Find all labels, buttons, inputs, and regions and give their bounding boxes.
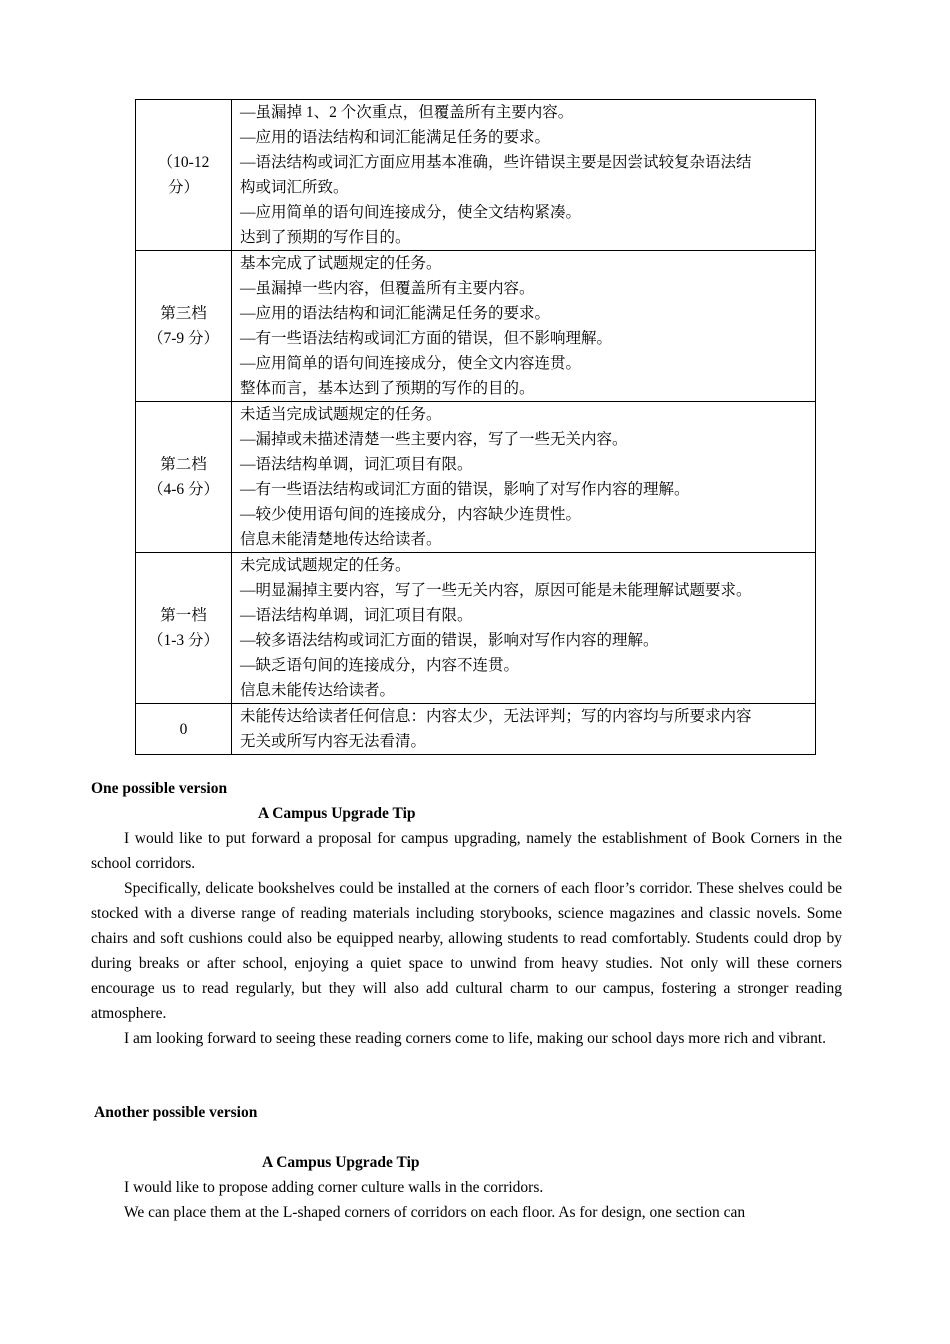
version-two-heading: Another possible version bbox=[94, 1104, 258, 1121]
version-one-heading: One possible version bbox=[91, 780, 228, 797]
rubric-description-line: 未完成试题规定的任务。 bbox=[240, 557, 411, 574]
rubric-description-line: 无关或所写内容无法看清。 bbox=[240, 733, 427, 750]
version-one-section bbox=[91, 776, 842, 1051]
rubric-description-line: 达到了预期的写作目的。 bbox=[240, 229, 411, 246]
rubric-description-line: 信息未能传达给读者。 bbox=[240, 682, 396, 699]
version-two-paragraph-2: We can place them at the L-shaped corners of corridors on each floor. As for design, one section can bbox=[124, 1204, 746, 1221]
rubric-grade-text: 第三档 bbox=[160, 305, 207, 322]
version-one-paragraph-1: I would like to put forward a proposal for campus upgrading, namely the establishment of Book Corners in the school corridors. bbox=[91, 830, 842, 872]
rubric-description-line: —虽漏掉 1、2 个次重点，但覆盖所有主要内容。 bbox=[240, 104, 574, 121]
rubric-grade-cell bbox=[136, 704, 232, 755]
rubric-description-line: —有一些语法结构或词汇方面的错误，影响了对写作内容的理解。 bbox=[240, 481, 690, 498]
rubric-description-line: 整体而言，基本达到了预期的写作的目的。 bbox=[240, 380, 535, 397]
rubric-grade-cell bbox=[136, 553, 232, 704]
rubric-description-line: —语法结构单调，词汇项目有限。 bbox=[240, 607, 473, 624]
version-two-paragraph-1: I would like to propose adding corner culture walls in the corridors. bbox=[124, 1179, 544, 1196]
rubric-grade-cell bbox=[136, 402, 232, 553]
rubric-description-line: —漏掉或未描述清楚一些主要内容，写了一些无关内容。 bbox=[240, 431, 628, 448]
rubric-row bbox=[136, 251, 816, 402]
rubric-grade-cell bbox=[136, 100, 232, 251]
rubric-description-line: —应用简单的语句间连接成分，使全文内容连贯。 bbox=[240, 355, 582, 372]
rubric-grade-cell bbox=[136, 251, 232, 402]
rubric-grade-text: 第一档 bbox=[160, 607, 207, 624]
rubric-grade-text: 第二档 bbox=[160, 456, 207, 473]
scoring-rubric-table bbox=[135, 99, 816, 755]
rubric-description-line: 信息未能清楚地传达给读者。 bbox=[240, 531, 442, 548]
rubric-description-line: —应用的语法结构和词汇能满足任务的要求。 bbox=[240, 129, 551, 146]
rubric-description-line: —有一些语法结构或词汇方面的错误，但不影响理解。 bbox=[240, 330, 613, 347]
rubric-row bbox=[136, 553, 816, 704]
rubric-description-cell bbox=[232, 553, 816, 704]
rubric-row bbox=[136, 704, 816, 755]
version-one-paragraph-3: I am looking forward to seeing these reading corners come to life, making our school days more rich and vibrant. bbox=[124, 1030, 827, 1047]
version-one-paragraph-2: Specifically, delicate bookshelves could be installed at the corners of each floor’s corridor. These shelves could be stocked with a diverse range of reading materials including storybooks, science magazines and classic novels. Some chairs and soft cushions could also be equipped nearby, allowing students to read comfortably. Students could drop by during breaks or after school, enjoying a quiet space to unwind from heavy studies. Not only will these corners encourage us to read regularly, but they will also add cultural charm to our campus, fostering a stronger reading atmosphere. bbox=[91, 880, 842, 1022]
rubric-description-line: —应用的语法结构和词汇能满足任务的要求。 bbox=[240, 305, 551, 322]
rubric-description-line: —较少使用语句间的连接成分，内容缺少连贯性。 bbox=[240, 506, 582, 523]
rubric-description-line: 构或词汇所致。 bbox=[240, 179, 349, 196]
rubric-description-cell bbox=[232, 402, 816, 553]
rubric-description-line: —虽漏掉一些内容，但覆盖所有主要内容。 bbox=[240, 280, 535, 297]
rubric-row bbox=[136, 402, 816, 553]
rubric-description-cell bbox=[232, 704, 816, 755]
version-one-title: A Campus Upgrade Tip bbox=[258, 805, 416, 822]
rubric-description-line: —缺乏语句间的连接成分，内容不连贯。 bbox=[240, 657, 520, 674]
rubric-grade-text: 0 bbox=[179, 720, 188, 738]
rubric-description-line: —语法结构或词汇方面应用基本准确，些许错误主要是因尝试较复杂语法结 bbox=[240, 154, 752, 171]
rubric-description-line: —较多语法结构或词汇方面的错误，影响对写作内容的理解。 bbox=[240, 632, 659, 649]
rubric-grade-text: （1-3 分） bbox=[147, 632, 220, 649]
rubric-description-line: 基本完成了试题规定的任务。 bbox=[240, 255, 442, 272]
rubric-row bbox=[136, 100, 816, 251]
rubric-grade-text: （7-9 分） bbox=[147, 330, 220, 347]
rubric-description-line: 未适当完成试题规定的任务。 bbox=[240, 406, 442, 423]
version-two-section bbox=[91, 1100, 842, 1225]
rubric-description-line: 未能传达给读者任何信息：内容太少，无法评判；写的内容均与所要求内容 bbox=[240, 708, 752, 725]
rubric-grade-text: （4-6 分） bbox=[147, 481, 220, 498]
rubric-grade-text: （10-12 bbox=[157, 154, 210, 171]
rubric-description-line: —明显漏掉主要内容，写了一些无关内容，原因可能是未能理解试题要求。 bbox=[240, 582, 752, 599]
rubric-description-cell bbox=[232, 100, 816, 251]
rubric-grade-text: 分） bbox=[167, 179, 199, 196]
version-two-title: A Campus Upgrade Tip bbox=[262, 1154, 420, 1171]
rubric-description-cell bbox=[232, 251, 816, 402]
rubric-description-line: —语法结构单调，词汇项目有限。 bbox=[240, 456, 473, 473]
rubric-description-line: —应用简单的语句间连接成分，使全文结构紧凑。 bbox=[240, 204, 582, 221]
